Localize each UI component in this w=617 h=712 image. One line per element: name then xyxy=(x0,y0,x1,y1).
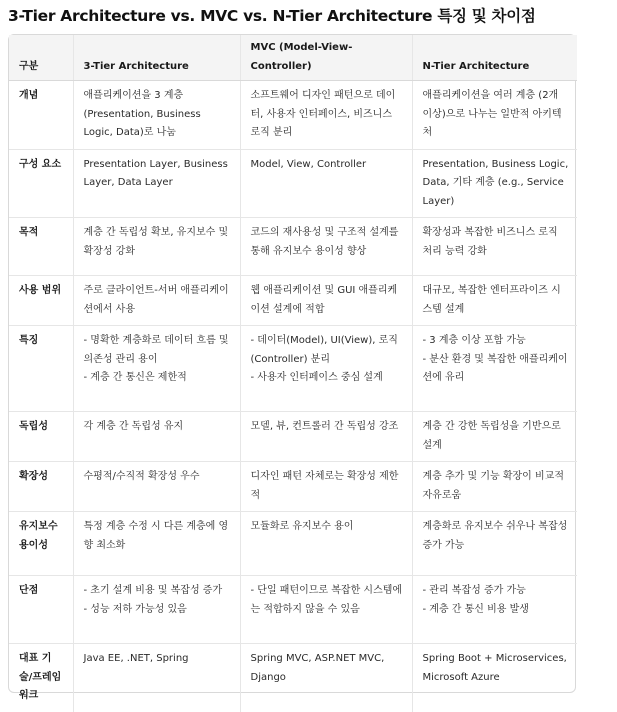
cell-text: - 분산 환경 및 복잡한 애플리케이션에 유리 xyxy=(422,353,568,383)
cell-text: 각 계층 간 독립성 유지 xyxy=(83,421,184,432)
header-category: 구분 xyxy=(9,35,73,81)
cell-text: 모듈화로 유지보수 용이 xyxy=(250,521,354,532)
table-cell-mvc xyxy=(240,412,412,462)
comparison-table xyxy=(9,35,577,712)
cell-text: 확장성과 복잡한 비즈니스 로직 처리 능력 강화 xyxy=(422,227,558,257)
cell-text: - 사용자 인터페이스 중심 설계 xyxy=(250,372,383,383)
table-cell-ntier xyxy=(412,512,577,576)
table-cell-3tier xyxy=(73,149,240,218)
table-cell-mvc xyxy=(240,512,412,576)
table-row xyxy=(9,512,577,576)
cell-text: Spring Boot + Microservices, Microsoft Azure xyxy=(422,653,567,683)
table-row xyxy=(9,412,577,462)
row-label: 대표 기술/프레임워크 xyxy=(9,644,73,712)
table-row xyxy=(9,276,577,326)
cell-text: Java EE, .NET, Spring xyxy=(83,653,189,664)
cell-text: 계층 간 강한 독립성을 기반으로 설계 xyxy=(422,421,561,451)
row-label: 개념 xyxy=(9,81,73,150)
table-row xyxy=(9,576,577,644)
cell-text: - 데이터(Model), UI(View), 로직(Controller) 분리 xyxy=(250,335,398,365)
table-row xyxy=(9,644,577,712)
row-label: 유지보수 용이성 xyxy=(9,512,73,576)
cell-text: 주로 클라이언트-서버 애플리케이션에서 사용 xyxy=(83,285,229,315)
row-label: 목적 xyxy=(9,218,73,276)
cell-text: Spring MVC, ASP.NET MVC, Django xyxy=(250,653,385,683)
table-cell-3tier xyxy=(73,644,240,712)
cell-text: 소프트웨어 디자인 패턴으로 데이터, 사용자 인터페이스, 비즈니스 로직 분리 xyxy=(250,90,396,138)
table-cell-ntier xyxy=(412,644,577,712)
cell-text: 애플리케이션을 여러 계층 (2개 이상)으로 나누는 일반적 아키텍처 xyxy=(422,90,562,138)
table-cell-mvc xyxy=(240,462,412,512)
page-title: 3-Tier Architecture vs. MVC vs. N-Tier Architecture 특징 및 차이점 xyxy=(8,7,536,25)
row-label: 확장성 xyxy=(9,462,73,512)
table-cell-mvc xyxy=(240,276,412,326)
cell-text: - 3 계층 이상 포함 가능 xyxy=(422,335,526,346)
cell-text: Presentation, Business Logic, Data, 기타 계층 (e.g., Service Layer) xyxy=(422,158,569,207)
cell-text: 계층 추가 및 기능 확장이 비교적 자유로움 xyxy=(422,471,564,501)
table-cell-3tier xyxy=(73,276,240,326)
table-cell-3tier xyxy=(73,462,240,512)
table-cell-mvc xyxy=(240,149,412,218)
cell-text: Model, View, Controller xyxy=(250,158,367,170)
row-label: 단점 xyxy=(9,576,73,644)
cell-text: 웹 애플리케이션 및 GUI 애플리케이션 설계에 적합 xyxy=(250,285,398,315)
cell-text: 특정 계층 수정 시 다른 계층에 영향 최소화 xyxy=(83,521,229,551)
cell-text: 디자인 패턴 자체로는 확장성 제한적 xyxy=(250,471,399,501)
cell-text: 코드의 재사용성 및 구조적 설계를 통해 유지보수 용이성 향상 xyxy=(250,227,399,257)
table-header-row xyxy=(9,35,577,81)
table-cell-ntier xyxy=(412,276,577,326)
table-cell-ntier xyxy=(412,81,577,150)
table-cell-3tier xyxy=(73,412,240,462)
cell-text: - 명확한 계층화로 데이터 흐름 및 의존성 관리 용이 xyxy=(83,335,229,365)
cell-text: 모델, 뷰, 컨트롤러 간 독립성 강조 xyxy=(250,421,399,432)
table-row xyxy=(9,462,577,512)
cell-text: - 초기 설계 비용 및 복잡성 증가 xyxy=(83,585,223,596)
table-cell-ntier xyxy=(412,326,577,412)
row-label: 사용 범위 xyxy=(9,276,73,326)
header-ntier: N-Tier Architecture xyxy=(412,35,577,81)
cell-text: 애플리케이션을 3 계층 (Presentation, Business Logic, Data)로 나눔 xyxy=(83,90,201,138)
cell-text: 대규모, 복잡한 엔터프라이즈 시스템 설계 xyxy=(422,285,561,315)
table-cell-mvc xyxy=(240,576,412,644)
table-row xyxy=(9,326,577,412)
row-label: 구성 요소 xyxy=(9,149,73,218)
table-cell-3tier xyxy=(73,512,240,576)
cell-text: - 성능 저하 가능성 있음 xyxy=(83,603,187,615)
header-3tier: 3-Tier Architecture xyxy=(73,35,240,81)
table-cell-3tier xyxy=(73,218,240,276)
cell-text: - 계층 간 통신 비용 발생 xyxy=(422,603,529,615)
table-cell-3tier xyxy=(73,326,240,412)
row-label: 특징 xyxy=(9,326,73,412)
cell-text: - 계층 간 통신은 제한적 xyxy=(83,372,187,383)
table-cell-3tier xyxy=(73,576,240,644)
cell-text: 계층 간 독립성 확보, 유지보수 및 확장성 강화 xyxy=(83,227,229,257)
comparison-table-container xyxy=(8,34,576,701)
table-row xyxy=(9,218,577,276)
header-mvc: MVC (Model-View-Controller) xyxy=(240,35,412,81)
table-cell-mvc xyxy=(240,218,412,276)
cell-text: 수평적/수직적 확장성 우수 xyxy=(83,471,200,482)
table-cell-mvc xyxy=(240,81,412,150)
table-cell-ntier xyxy=(412,149,577,218)
table-cell-3tier xyxy=(73,81,240,150)
table-row xyxy=(9,81,577,150)
table-cell-ntier xyxy=(412,576,577,644)
cell-text: - 관리 복잡성 증가 가능 xyxy=(422,585,526,596)
table-cell-ntier xyxy=(412,462,577,512)
table-cell-mvc xyxy=(240,326,412,412)
row-label: 독립성 xyxy=(9,412,73,462)
cell-text: 계층화로 유지보수 쉬우나 복잡성 증가 가능 xyxy=(422,521,568,551)
cell-text: Presentation Layer, Business Layer, Data Layer xyxy=(83,158,228,188)
cell-text: - 단일 패턴이므로 복잡한 시스템에는 적합하지 않을 수 있음 xyxy=(250,585,403,615)
table-row xyxy=(9,149,577,218)
table-cell-mvc xyxy=(240,644,412,712)
table-cell-ntier xyxy=(412,218,577,276)
table-cell-ntier xyxy=(412,412,577,462)
